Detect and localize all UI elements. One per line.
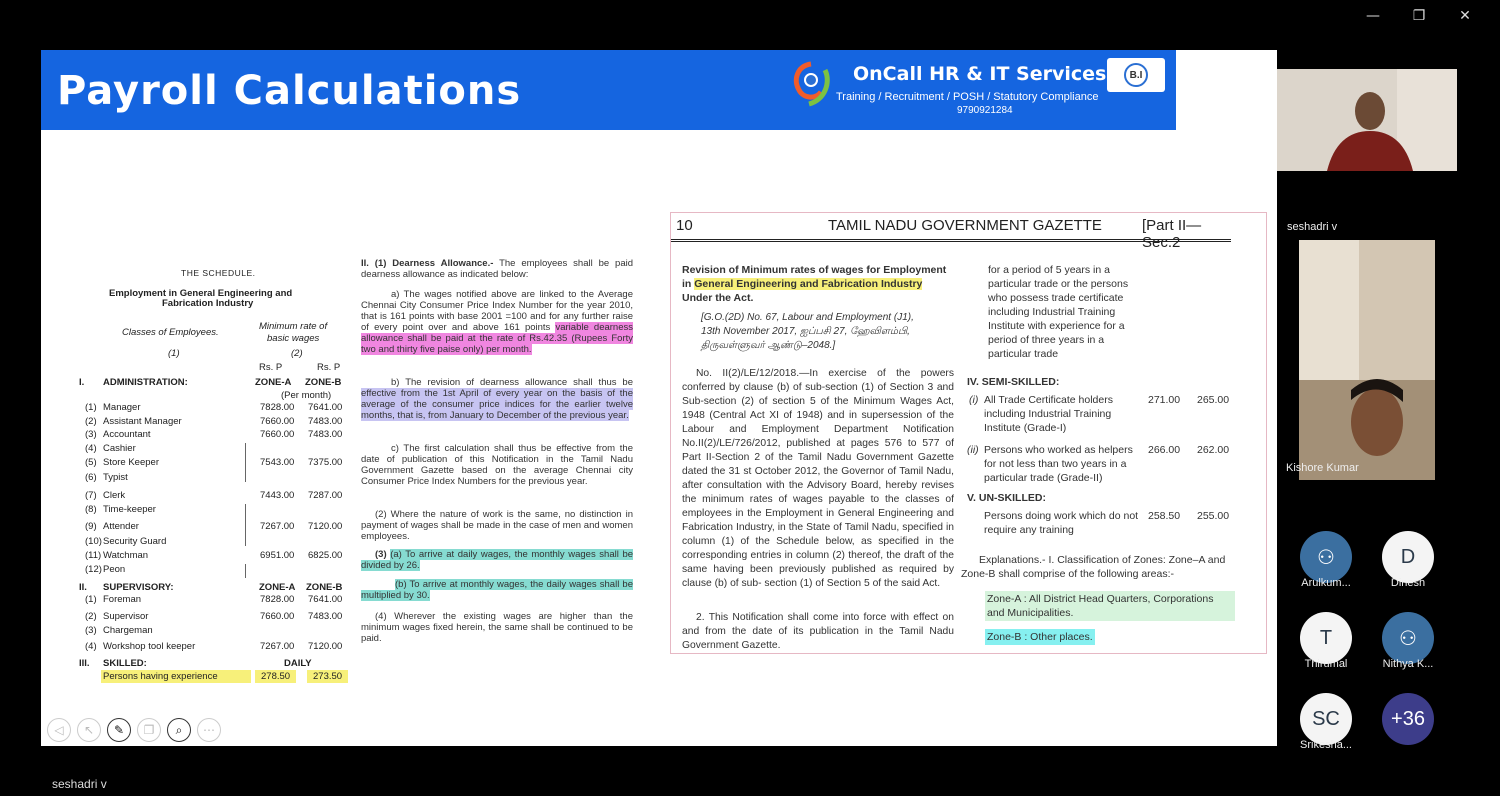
revision-heading-tail: Under the Act. (682, 292, 754, 304)
zone-b-wage: 7120.00 (308, 521, 343, 532)
employee-class: Security Guard (103, 536, 167, 547)
rs-p-header-a: Rs. P (259, 362, 283, 373)
row-number: (12) (85, 564, 102, 575)
participant-name: Srikesha... (1300, 739, 1352, 751)
zone-a-wage: 7267.00 (260, 641, 295, 652)
row-number: (11) (85, 550, 102, 561)
row-group-brace (245, 504, 246, 546)
participant-avatar[interactable] (1382, 612, 1434, 664)
employee-class: Watchman (103, 550, 149, 561)
zone-a-wage: 7443.00 (260, 490, 295, 501)
zone-a-wage: 7660.00 (260, 429, 295, 440)
employee-class: Chargeman (103, 625, 153, 636)
zoom-icon[interactable]: ⌕ (167, 718, 191, 742)
da-rate-highlight: variable dearness allowance shall be paid at the rate of Rs.42.35 (Rupees Forty two and thirty five paise only) per month. (361, 322, 633, 355)
row-number: (2) (85, 611, 97, 622)
section-name: ADMINISTRATION: (103, 377, 188, 388)
zone-b-header: ZONE-B (306, 582, 343, 593)
person-icon: ⚇ (1399, 627, 1417, 650)
section-name: SKILLED: (103, 658, 147, 669)
zone-a-areas: All District Head Quarters, Corporations and Municipalities. (987, 593, 1214, 619)
gazette-body-2: 2. This Notification shall come into force with effect on and from the date of its publication in the Tamil Nadu Government Gazette. (682, 612, 954, 651)
skilled-class: Persons having experience (101, 670, 251, 683)
employee-class: Workshop tool keeper (103, 641, 196, 652)
daily-header: DAILY (284, 658, 312, 669)
schedule-subheading-2: Fabrication Industry (162, 298, 254, 309)
section-num: I. (79, 377, 85, 388)
rs-p-header-b: Rs. P (317, 362, 341, 373)
participant-name: Arulkum... (1301, 577, 1351, 589)
video-tile-name: Kishore Kumar (1286, 462, 1359, 474)
presenter-video-icon (1277, 69, 1457, 171)
semi-skilled-heading: IV. SEMI-SKILLED: (967, 376, 1060, 388)
window-controls (1350, 6, 1488, 26)
row-group-brace (245, 564, 246, 578)
participant-avatar[interactable]: SC (1300, 693, 1352, 745)
row-number: (3) (85, 625, 97, 636)
row-number: (7) (85, 490, 97, 501)
unskilled-text: Persons doing work which do not require any training (984, 510, 1139, 536)
zone-b-wage: 7483.00 (308, 429, 343, 440)
gazette-body: No. II(2)/LE/12/2018.—In exercise of the powers conferred by clause (b) of sub-section (1) of Section 3 and Sub-section (2) of section 5 of the Minimum Wages Act, 1948 (Central Act XI of 1948) and in supersession of the Labour and Employment Department Notification No.II(2)/LE/726/2012, published at pages 576 to 577 of Part II-Section 2 of the Tamil Nadu Government Gazette dated the 31 st October 2012, the Governor of Tamil Nadu, after consultation with the Advisory Board, hereby revises the minimum rates of wages payable to the classes of employees in the Employment in General Engineering and Fabrication Industry, in the State of Tamil Nadu, specified in column (1) of the Schedule below, as specified in the corresponding entries in column (2) thereof, the draft of the same having been previously published as required by clause (b) of sub- section (1) of Section 5 of the said Act. (682, 368, 954, 589)
unskilled-heading: V. UN-SKILLED: (967, 492, 1046, 504)
col2-number: (2) (291, 348, 303, 359)
zone-a-wage: 7828.00 (260, 594, 295, 605)
copy-icon[interactable]: ❐ (137, 718, 161, 742)
participant-name: Dinesh (1390, 577, 1426, 589)
gazette-part: [Part II—Sec.2 (1142, 217, 1202, 251)
da-paragraph-5: (2) Where the nature of work is the same, no distinction in payment of wages shall be made in the case of men and women employees. (361, 509, 633, 542)
section-num: III. (79, 658, 90, 669)
semi-ii-num: (ii) (967, 444, 979, 456)
brand-tagline: Training / Recruitment / POSH / Statutory Compliance (836, 91, 1099, 103)
col2-header-b: basic wages (267, 333, 320, 344)
row-number: (3) (85, 429, 97, 440)
go-reference: [G.O.(2D) No. 67, Labour and Employment (J1), 13th November 2017, ஐப்பசி 27, ஹேவிளம்பி, திருவள்ளுவர் ஆண்டு–2048.] (701, 312, 914, 351)
brand-name: OnCall HR & IT Services (853, 63, 1107, 85)
pointer-icon[interactable]: ↖ (77, 718, 101, 742)
participant-name: Nithya K... (1382, 658, 1434, 670)
zone-a-label: Zone-A : (987, 593, 1027, 605)
row-number: (4) (85, 443, 97, 454)
unskilled-zone-b: 255.00 (1197, 510, 1230, 522)
row-number: (10) (85, 536, 102, 547)
zone-a-wage: 6951.00 (260, 550, 295, 561)
skilled-zone-a: 278.50 (255, 670, 296, 683)
schedule-heading: THE SCHEDULE. (181, 268, 256, 278)
restore-button[interactable]: ❐ (1412, 8, 1426, 24)
row-number: (6) (85, 472, 97, 483)
gazette-excerpt (670, 212, 1267, 654)
col2-header-a: Minimum rate of (259, 321, 328, 332)
employee-class: Manager (103, 402, 141, 413)
row-number: (1) (85, 402, 97, 413)
participant-avatar[interactable] (1300, 531, 1352, 583)
gazette-rule (671, 239, 1231, 243)
da-point-3: (3) (375, 549, 387, 560)
person-icon: ⚇ (1317, 546, 1335, 569)
employee-class: Accountant (103, 429, 151, 440)
da-paragraph-1-text: The employees shall be paid dearness allowance as indicated below: (361, 258, 633, 280)
semi-ii-zone-a: 266.00 (1148, 444, 1181, 456)
zones-explanation: Explanations.- I. Classification of Zones: Zone–A and Zone-B shall comprise of the following areas:- (961, 554, 1226, 580)
oncall-logo-icon (789, 60, 833, 110)
minimize-button[interactable]: — (1366, 8, 1380, 24)
participant-name: Thirumal (1304, 658, 1348, 670)
da-paragraph-6 (361, 549, 633, 571)
zone-a-wage: 7543.00 (260, 457, 295, 468)
row-number: (8) (85, 504, 97, 515)
zone-b-wage: 7641.00 (308, 402, 343, 413)
semi-i-text: All Trade Certificate holders including Industrial Training Institute (Grade-I) (984, 394, 1113, 434)
employee-class: Assistant Manager (103, 416, 182, 427)
laser-pointer-icon[interactable]: ◁ (47, 718, 71, 742)
employee-class: Foreman (103, 594, 142, 605)
participant-avatar[interactable]: D (1382, 531, 1434, 583)
employee-class: Supervisor (103, 611, 149, 622)
da-paragraph-3-text: b) The revision of dearness allowance shall thus be (391, 377, 633, 388)
gazette-page: 10 (676, 217, 693, 234)
more-icon[interactable]: ⋯ (197, 718, 221, 742)
semi-i-zone-b: 265.00 (1197, 394, 1230, 406)
row-group-brace (245, 443, 246, 482)
row-number: (1) (85, 594, 97, 605)
da-paragraph-7 (361, 579, 633, 601)
participant-avatar[interactable]: +36 (1382, 693, 1434, 745)
zone-b-wage: 7483.00 (308, 416, 343, 427)
section-num: II. (79, 582, 87, 593)
per-month-label: (Per month) (281, 390, 332, 401)
row-number: (9) (85, 521, 97, 532)
revision-heading-highlight: General Engineering and Fabrication Industry (694, 278, 923, 290)
da-daily-highlight: (a) To arrive at daily wages, the monthly wages shall be divided by 26. (361, 549, 634, 571)
row-number: (5) (85, 457, 97, 468)
employee-class: Store Keeper (103, 457, 159, 468)
gazette-header (676, 217, 1231, 251)
participant-avatar[interactable]: T (1300, 612, 1352, 664)
employee-class: Attender (103, 521, 139, 532)
da-paragraph-4: c) The first calculation shall thus be effective from the date of publication of this Notification in the Tamil Nadu Government Gazette based on the average Chennai city Consumer Price Index Numbers for the previous year. (361, 443, 633, 487)
zone-b-wage: 7120.00 (308, 641, 343, 652)
zone-b-wage: 7375.00 (308, 457, 343, 468)
skilled-continuation: for a period of 5 years in a particular trade or the persons who possess trade certificate including Industrial Training Institute with experience for a period of three years in a particular trade (988, 264, 1129, 360)
row-number: (4) (85, 641, 97, 652)
video-tile-participant[interactable] (1299, 240, 1435, 480)
zone-a-wage: 7660.00 (260, 416, 295, 427)
semi-ii-text: Persons who worked as helpers for not less than two years in a particular trade (Grade-II) (984, 444, 1133, 484)
col1-number: (1) (168, 348, 180, 359)
zone-b-wage: 7483.00 (308, 611, 343, 622)
video-tile-presenter[interactable] (1277, 69, 1457, 171)
col1-header: Classes of Employees. (122, 327, 219, 338)
annotation-toolbar (47, 718, 221, 742)
zone-a-wage: 7828.00 (260, 402, 295, 413)
employee-class: Typist (103, 472, 128, 483)
revision-heading-text: Revision of Minimum rates of wages for Employment in (682, 264, 947, 290)
zone-a-wage: 7267.00 (260, 521, 295, 532)
zone-b-wage: 6825.00 (308, 550, 343, 561)
zone-a-row (985, 591, 1235, 621)
employee-class: Peon (103, 564, 126, 575)
employee-class: Clerk (103, 490, 126, 501)
schedule-subheading-1: Employment in General Engineering and (109, 288, 293, 299)
employee-class: Time-keeper (103, 504, 156, 515)
slide-title: Payroll Calculations (57, 68, 522, 114)
zone-a-wage: 7660.00 (260, 611, 295, 622)
da-revision-highlight: effective from the 1st April of every year on the basis of the average of the consumer price indices for the earlier twelve months, that is, from January to December of the previous year. (361, 388, 633, 421)
row-number: (2) (85, 416, 97, 427)
zone-b-header: ZONE-B (305, 377, 342, 388)
employee-class: Cashier (103, 443, 136, 454)
video-tile-name: seshadri v (1287, 221, 1338, 233)
close-button[interactable]: ✕ (1459, 8, 1471, 24)
semi-i-num: (i) (969, 394, 979, 406)
revision-heading (682, 263, 954, 305)
unskilled-zone-a: 258.50 (1148, 510, 1181, 522)
zone-a-header: ZONE-A (259, 582, 296, 593)
da-paragraph-3 (361, 377, 633, 421)
semi-i-zone-a: 271.00 (1148, 394, 1181, 406)
slide-banner (41, 50, 1176, 130)
partner-logo-text: B.I (1124, 63, 1148, 87)
participant-video-icon (1299, 240, 1435, 480)
shared-slide (41, 50, 1277, 746)
zone-b-wage: 7641.00 (308, 594, 343, 605)
da-paragraph-2 (361, 289, 633, 355)
da-heading: II. (1) Dearness Allowance.- (361, 258, 494, 269)
zone-b-wage: 7287.00 (308, 490, 343, 501)
da-paragraph-1 (361, 258, 633, 280)
zone-a-header: ZONE-A (255, 377, 292, 388)
section-name: SUPERVISORY: (103, 582, 174, 593)
partner-logo (1107, 58, 1165, 92)
da-paragraph-2-text: a) The wages notified above are linked to the Average Chennai City Consumer Price Index Number for the year 2010, that is 161 points with base 2001 =100 and for any further raise of every point over and above 161 points (361, 289, 633, 333)
presenter-name: seshadri v (52, 777, 107, 791)
pen-icon[interactable]: ✎ (107, 718, 131, 742)
da-paragraph-8: (4) Wherever the existing wages are higher than the minimum wages fixed herein, the same shall be continued to be paid. (361, 611, 633, 644)
gazette-title: TAMIL NADU GOVERNMENT GAZETTE (828, 217, 1102, 234)
skilled-zone-b: 273.50 (307, 670, 348, 683)
brand-phone: 9790921284 (957, 105, 1013, 116)
semi-ii-zone-b: 262.00 (1197, 444, 1230, 456)
zone-b-row: Zone-B : Other places. (987, 631, 1093, 643)
da-monthly-highlight: (b) To arrive at monthly wages, the daily wages shall be multiplied by 30. (361, 579, 633, 601)
